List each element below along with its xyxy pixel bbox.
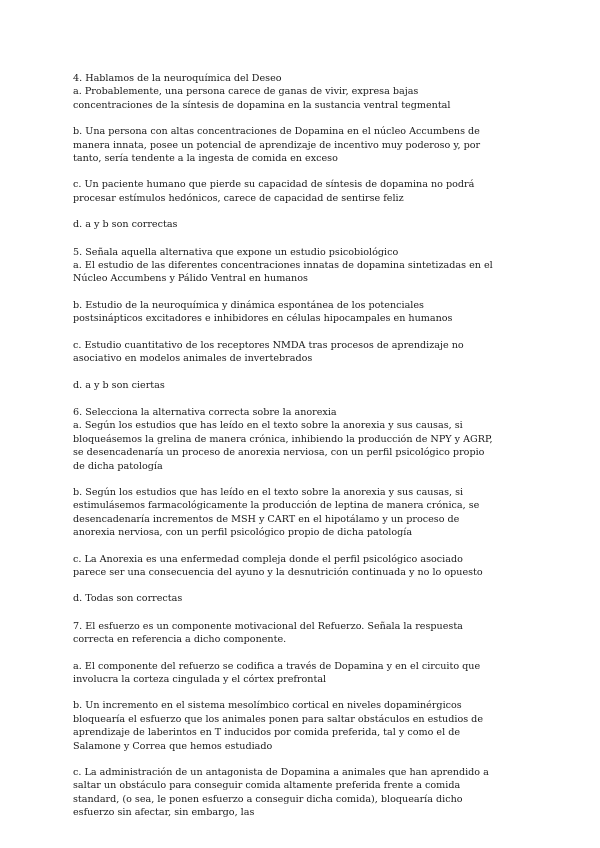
option-b: b. Estudio de la neuroquímica y dinámica espontánea de los potenciales postsinápticos excitadores e inhibidores en células hipocampales en humanos (73, 299, 453, 325)
option-a: a. El componente del refuerzo se codifica a través de Dopamina y en el circuito que involucra la corteza cingulada y el córtex prefrontal (73, 660, 481, 685)
option-a: a. El estudio de las diferentes concentraciones innatas de dopamina sintetizadas en el Núcleo Accumbens y Pálido Ventral en humanos (73, 260, 493, 285)
question-title: 7. El esfuerzo es un componente motivacional del Refuerzo. Señala la respuesta correcta en referencia a dicho componente. (73, 620, 463, 646)
question-7 (73, 620, 493, 820)
question-title: 4. Hablamos de la neuroquímica del Deseo (73, 73, 282, 84)
question-6 (73, 406, 493, 606)
option-d: d. a y b son ciertas (73, 379, 165, 391)
option-a: a. Probablemente, una persona carece de ganas de vivir, expresa bajas concentraciones de la síntesis de dopamina en la sustancia ventral tegmental (73, 86, 451, 111)
option-c: c. Un paciente humano que pierde su capacidad de síntesis de dopamina no podrá procesar estímulos hedónicos, carece de capacidad de sentirse feliz (73, 179, 475, 204)
question-5 (73, 246, 493, 392)
question-4 (73, 72, 493, 232)
document-page (73, 72, 493, 834)
option-b: b. Un incremento en el sistema mesolímbico cortical en niveles dopaminérgicos bloquearía el esfuerzo que los animales ponen para saltar obstáculos en estudios de aprendizaje de laberintos en T inducidos por comida preferida, tal y como el de Salamone y Correa que hemos estudiado (73, 700, 484, 752)
option-b: b. Según los estudios que has leído en el texto sobre la anorexia y sus causas, si estimulásemos farmacológicamente la producción de leptina de manera crónica, se desencadenaría incrementos de MSH y CART en el hipotálamo y un proceso de anorexia nerviosa, con un perfil psicológico propio de dicha patología (73, 486, 480, 539)
question-title: 6. Selecciona la alternativa correcta sobre la anorexia (73, 406, 337, 418)
option-a: a. Según los estudios que has leído en el texto sobre la anorexia y sus causas, si bloqueásemos la grelina de manera crónica, inhibiendo la producción de NPY y AGRP, se desencadenaría un proceso de anorexia nerviosa, con un perfil psicológico propio de dicha patología (73, 420, 493, 472)
option-b: b. Una persona con altas concentraciones de Dopamina en el núcleo Accumbens de manera innata, posee un potencial de aprendizaje de incentivo muy poderoso y, por tanto, sería tendente a la ingesta de comida en exceso (73, 126, 481, 165)
option-d: d. Todas son correctas (73, 593, 183, 605)
option-d: d. a y b son correctas (73, 219, 178, 231)
option-c: c. La administración de un antagonista de Dopamina a animales que han aprendido a saltar un obstáculo para conseguir comida altamente preferida frente a comida standard, (o sea, le ponen esfuerzo a conseguir dicha comida), bloquearía dicho esfuerzo sin afectar, sin embargo, las (73, 767, 489, 819)
option-c: c. La Anorexia es una enfermedad compleja donde el perfil psicológico asociado parece ser una consecuencia del ayuno y la desnutrición continuada y no lo opuesto (73, 553, 483, 578)
question-title: 5. Señala aquella alternativa que expone un estudio psicobiológico (73, 246, 399, 258)
option-c: c. Estudio cuantitativo de los receptores NMDA tras procesos de aprendizaje no asociativo en modelos animales de invertebrados (73, 339, 464, 365)
